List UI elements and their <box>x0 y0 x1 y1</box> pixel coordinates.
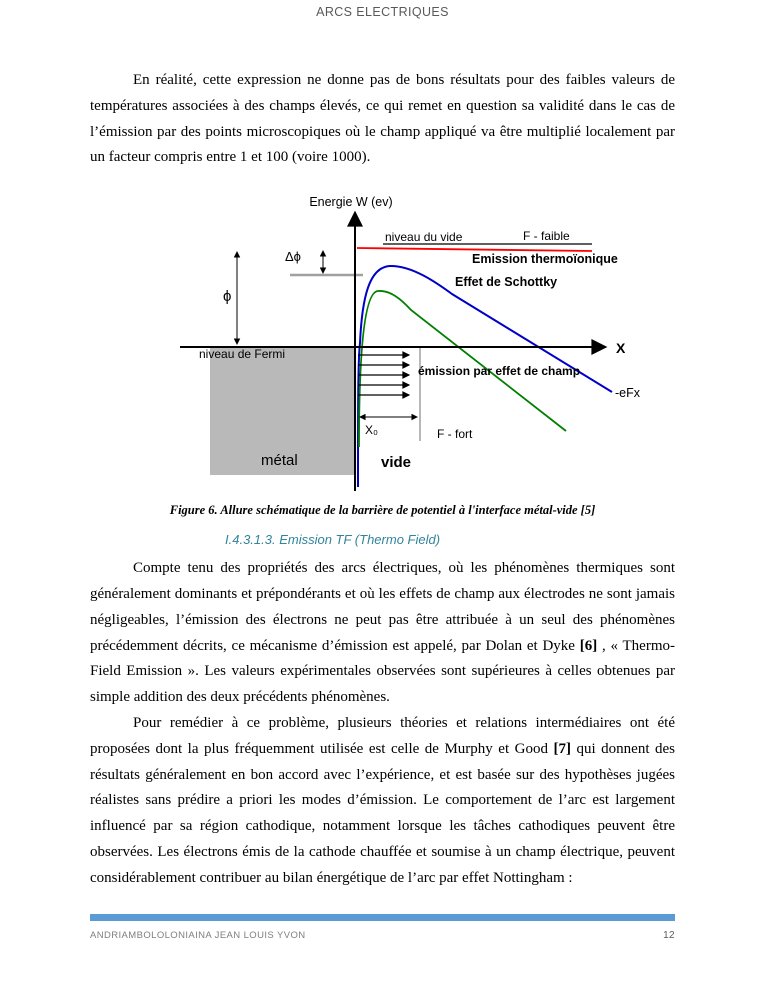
x0-label: X₀ <box>365 423 378 438</box>
figure-caption: Figure 6. Allure schématique de la barrière de potentiel à l'interface métal-vide [5] <box>169 503 596 518</box>
paragraph-1: En réalité, cette expression ne donne pas de bons résultats pour des faibles valeurs de températures associées à des champs élevés, ce qui remet en question sa validité dans le cas de l’émission par des points microscopiques où le champ appliqué va être multiplié localement par un facteur compris entre 1 et 100 (voire 1000). <box>90 72 675 166</box>
metal-label: métal <box>261 452 298 470</box>
footer-page-number: 12 <box>663 930 675 941</box>
paragraph-2-text-cont: , « Thermo-Field Emission ». Les valeurs expérimentales observées sont supérieures à celles obtenues par simple addition des deux précédents phénomènes. <box>90 637 675 706</box>
citation-6: [6] <box>579 637 598 654</box>
paragraph-3-text-cont: qui donnent des résultats généralement en bon accord avec l’expérience, et est basée sur des hypothèses jugées réalistes sans prédire a priori les modes d’émission. Le comportement de l’arc est largement influencé par sa région cathodique, notamment lorsque les tâches cathodiques peuvent être observées. Les électrons émis de la cathode chauffée et soumise à un champ électrique, peuvent considérablement contribuer au bilan énergétique de l’arc par effet Nottingham : <box>90 740 675 886</box>
figure-6 <box>175 195 655 495</box>
delta-phi-label: Δϕ <box>285 249 301 265</box>
weak-field-label: F - faible <box>523 229 570 244</box>
phi-label: ϕ <box>223 288 232 306</box>
strong-field-label: F - fort <box>437 427 473 442</box>
footer-accent-bar <box>90 914 675 921</box>
field-emission-label: émission par effet de champ <box>418 364 581 379</box>
thermionic-emission-line <box>357 248 592 251</box>
page-header <box>0 0 765 20</box>
footer-author: ANDRIAMBOLOLONIAINA JEAN LOUIS YVON <box>90 930 306 941</box>
citation-7: [7] <box>553 740 571 757</box>
fermi-level-label: niveau de Fermi <box>199 347 286 362</box>
page-footer <box>90 914 675 941</box>
efx-label: -eFx <box>615 386 640 401</box>
vacuum-level-label: niveau du vide <box>385 230 463 245</box>
potential-barrier-diagram <box>175 195 655 495</box>
paragraph-2-text: Compte tenu des propriétés des arcs électriques, où les phénomènes thermiques sont généralement dominants et prépondérants et où les effets de champ aux électrodes ne sont jamais négligeables, l’émission des électrons ne peut pas être attribuée à un seul des phénomènes précédemment décrits, ce mécanisme d’émission est appelé, par Dolan et Dyke <box>90 560 675 654</box>
paragraph-2 <box>90 556 675 711</box>
thermionic-emission-label: Emission thermoïonique <box>472 252 618 267</box>
y-axis-label: Energie W (ev) <box>309 195 393 210</box>
subsection-heading: I.4.3.1.3. Emission TF (Thermo Field) <box>225 532 441 548</box>
paragraph-3 <box>90 711 675 892</box>
x-axis-label: X <box>616 340 626 357</box>
paragraph-3-text: Pour remédier à ce problème, plusieurs théories et relations intermédiaires ont été proposées dont la plus fréquemment utilisée est celle de Murphy et Good <box>90 714 675 757</box>
vacuum-label: vide <box>381 454 412 472</box>
field-emission-arrows <box>358 355 409 395</box>
schottky-effect-label: Effet de Schottky <box>455 275 558 290</box>
footer-row <box>90 930 675 941</box>
header-title: ARCS ELECTRIQUES <box>316 5 449 19</box>
